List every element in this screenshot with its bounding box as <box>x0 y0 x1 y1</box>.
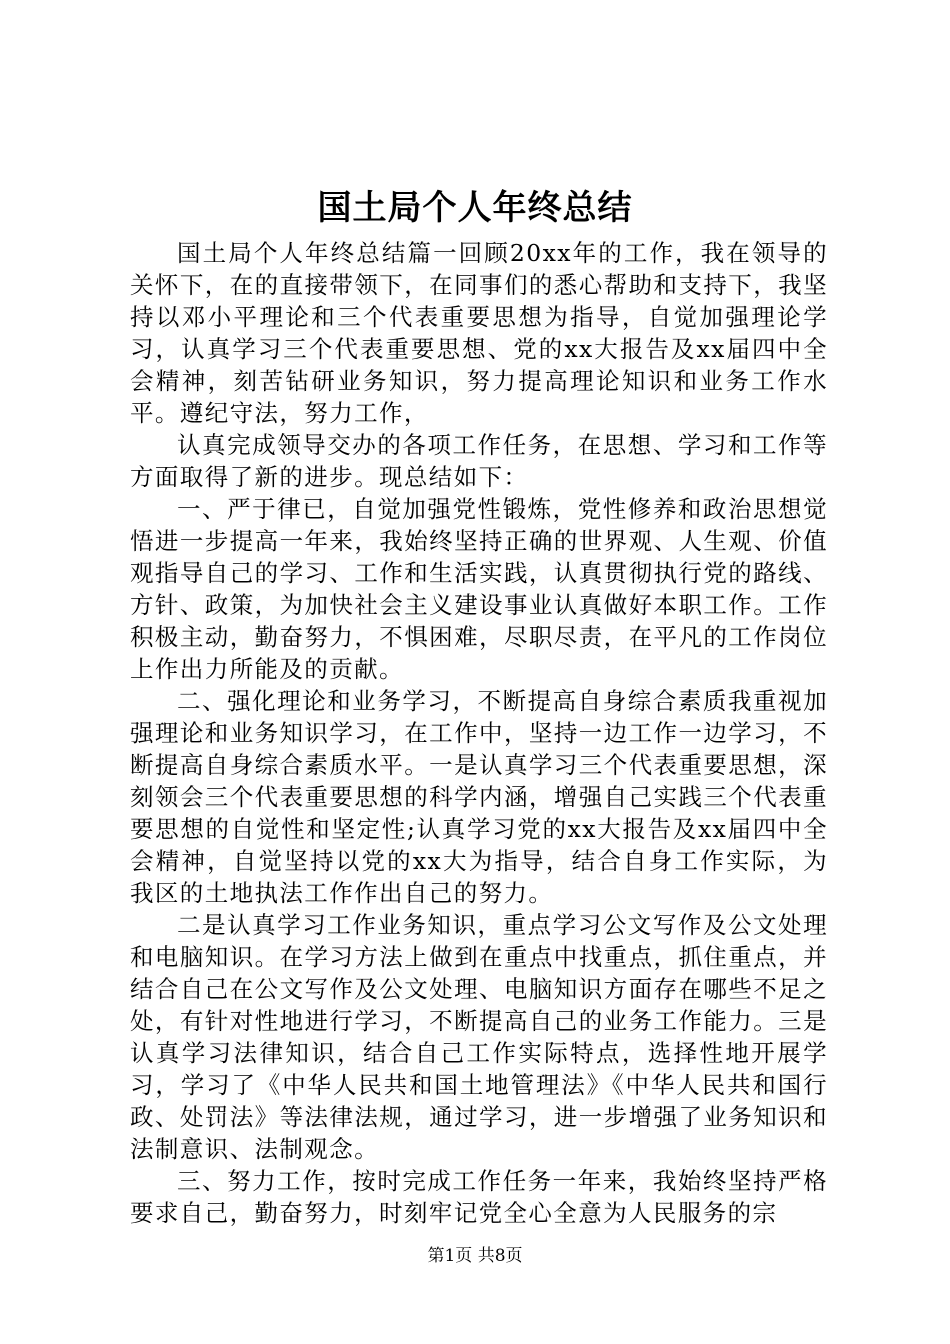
paragraph-2: 认真完成领导交办的各项工作任务，在思想、学习和工作等方面取得了新的进步。现总结如下： <box>130 431 828 491</box>
paragraph-6: 三、努力工作，按时完成工作任务一年来，我始终坚持严格要求自己，勤奋努力，时刻牢记党全心全意为人民服务的宗 <box>130 1167 828 1227</box>
document-title: 国土局个人年终总结 <box>317 188 633 228</box>
paragraph-1: 国土局个人年终总结篇一回顾20xx年的工作，我在领导的关怀下，在的直接带领下，在同事们的悉心帮助和支持下，我坚持以邓小平理论和三个代表重要思想为指导，自觉加强理论学习，认真学习三个代表重要思想、党的xx大报告及xx届四中全会精神，刻苦钻研业务知识，努力提高理论知识和业务工作水平。遵纪守法，努力工作， <box>130 239 828 427</box>
paragraph-3: 一、严于律已，自觉加强党性锻炼，党性修养和政治思想觉悟进一步提高一年来，我始终坚持正确的世界观、人生观、价值观指导自己的学习、工作和生活实践，认真贯彻执行党的路线、方针、政策，为加快社会主义建设事业认真做好本职工作。工作积极主动，勤奋努力，不惧困难，尽职尽责，在平凡的工作岗位上作出力所能及的贡献。 <box>130 495 828 683</box>
page-number-footer: 第1页 共8页 <box>427 1246 523 1266</box>
document-body <box>130 237 828 1229</box>
paragraph-5: 二是认真学习工作业务知识，重点学习公文写作及公文处理和电脑知识。在学习方法上做到在重点中找重点，抓住重点，并结合自己在公文写作及公文处理、电脑知识方面存在哪些不足之处，有针对性地进行学习，不断提高自己的业务工作能力。三是认真学习法律知识，结合自己工作实际特点，选择性地开展学习，学习了《中华人民共和国土地管理法》《中华人民共和国行政、处罚法》等法律法规，通过学习，进一步增强了业务知识和法制意识、法制观念。 <box>130 911 828 1163</box>
paragraph-4: 二、强化理论和业务学习，不断提高自身综合素质我重视加强理论和业务知识学习，在工作中，坚持一边工作一边学习，不断提高自身综合素质水平。一是认真学习三个代表重要思想，深刻领会三个代表重要思想的科学内涵，增强自己实践三个代表重要思想的自觉性和坚定性;认真学习党的xx大报告及xx届四中全会精神，自觉坚持以党的xx大为指导，结合自身工作实际，为我区的土地执法工作作出自己的努力。 <box>130 687 828 907</box>
